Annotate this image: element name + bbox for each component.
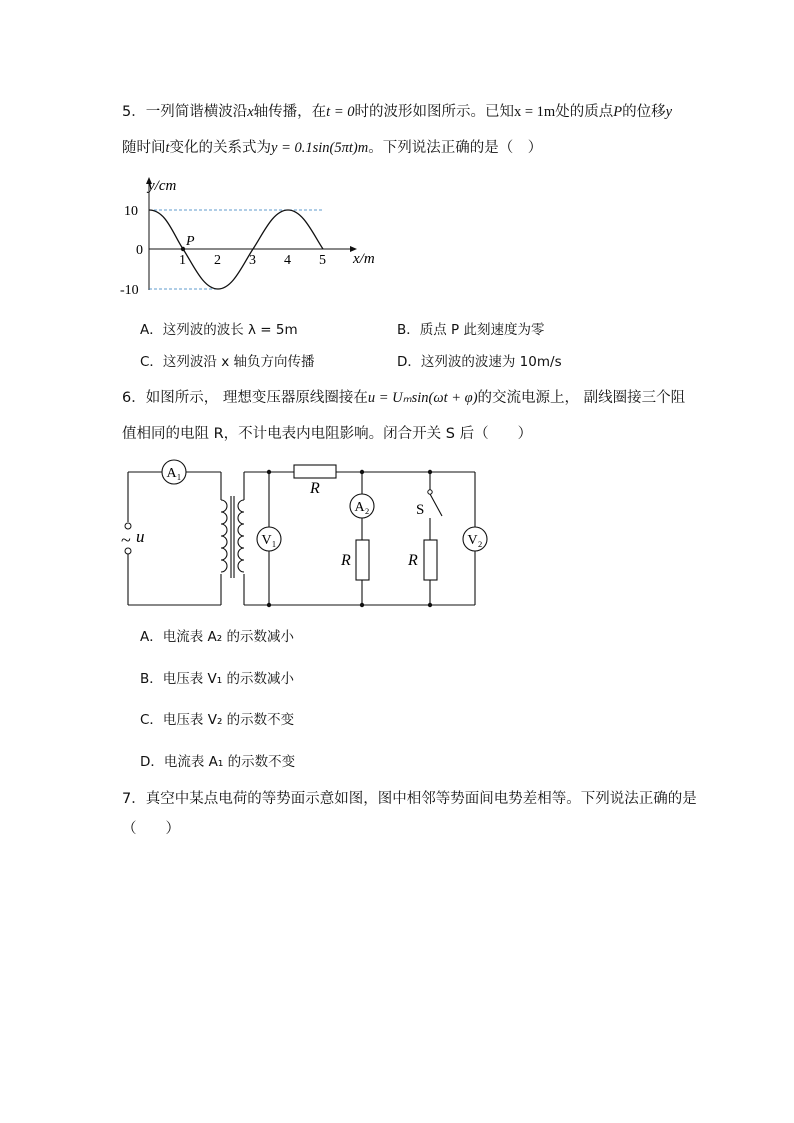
junction-dot [360,470,364,474]
junction-dot [428,470,432,474]
q5-option-b[interactable]: B．质点 P 此刻速度为零 [397,322,545,338]
q5-option-c[interactable]: C．这列波沿 x 轴负方向传播 [140,354,315,370]
q5-var-x: x [247,104,254,120]
resistor-a2-branch [356,540,369,580]
q6-option-b[interactable]: B．电压表 V₁ 的示数减小 [140,671,294,687]
resistor-switch-label: R [408,552,418,569]
x-tick-3: 3 [249,253,256,268]
q6-text-a: 6．如图所示， 理想变压器原线圈接在 [122,390,368,406]
x-tick-5: 5 [319,253,326,268]
x-tick-1: 1 [179,253,186,268]
q5-text-b: 轴传播，在 [253,104,327,120]
source-symbol: ~ [121,530,131,550]
ammeter-a1-label: A₁ [166,466,182,481]
q5-x-eq: x = 1m [514,104,556,120]
q6-formula: u = Uₘsin(ωt + φ) [367,390,478,406]
q6-text-b: 的交流电源上， 副线圈接三个阻 [477,390,686,406]
x-axis-label: x/m [353,251,375,267]
junction-dot [360,603,364,607]
q5-text-a: 一列简谐横波沿 [145,104,248,120]
q6-option-a[interactable]: A．电流表 A₂ 的示数减小 [140,629,294,645]
q5-text-f: 随时间 [122,140,166,156]
q5-text-d: 处的质点 [555,104,614,120]
q5-formula: y = 0.1sin(5πt)m [271,140,369,156]
resistor-series [294,465,336,478]
x-tick-2: 2 [214,253,221,268]
q5-text-g: 变化的关系式为 [169,140,272,156]
junction-dot [267,470,271,474]
q5-text-h: 。下列说法正确的是（ ） [368,140,543,156]
junction-dot [428,603,432,607]
source-terminal-top [125,523,131,529]
q5-option-d[interactable]: D．这列波的波速为 10m/s [397,354,562,370]
point-p [181,247,185,251]
q6-line1 [122,388,685,408]
q7-line2[interactable]: （ ） [122,821,180,837]
resistor-switch-branch [424,540,437,580]
y-tick-10: 10 [124,204,138,219]
q5-var-y: y [665,104,673,120]
y-axis-label: y/cm [148,178,177,194]
voltmeter-v1-label: V₁ [261,533,277,548]
q5-option-a[interactable]: A．这列波的波长 λ = 5m [140,322,298,338]
q5-text-e: 的位移 [622,104,666,120]
source-label: u [136,527,145,546]
y-tick-neg10: -10 [120,283,139,298]
ammeter-a2-label: A₂ [354,500,370,515]
point-p-label: P [186,234,195,249]
resistor-series-label: R [310,480,320,497]
switch-label: S [416,502,425,518]
wave-graph [118,172,398,307]
y-tick-0: 0 [136,243,143,258]
q6-option-c[interactable]: C．电压表 V₂ 的示数不变 [140,712,295,728]
voltmeter-v2-label: V₂ [467,533,483,548]
q7-line1: 7．真空中某点电荷的等势面示意如图，图中相邻等势面间电势差相等。下列说法正确的是 [122,791,697,807]
x-tick-4: 4 [284,253,291,268]
q5-line1 [122,102,672,122]
q5-var-t: t [165,140,170,156]
switch-contact [428,490,432,494]
circuit-diagram [118,452,488,614]
junction-dot [267,603,271,607]
q5-text-c: 时的波形如图所示。已知 [354,104,514,120]
q5-var-p: P [613,104,623,120]
q5-number: 5． [122,104,146,120]
resistor-a2-label: R [341,552,351,569]
q5-line2 [122,138,542,158]
q6-option-d[interactable]: D．电流表 A₁ 的示数不变 [140,754,296,770]
q5-t-eq: t = 0 [326,104,355,120]
q6-line2: 值相同的电阻 R，不计电表内电阻影响。闭合开关 S 后（ ） [122,426,533,442]
